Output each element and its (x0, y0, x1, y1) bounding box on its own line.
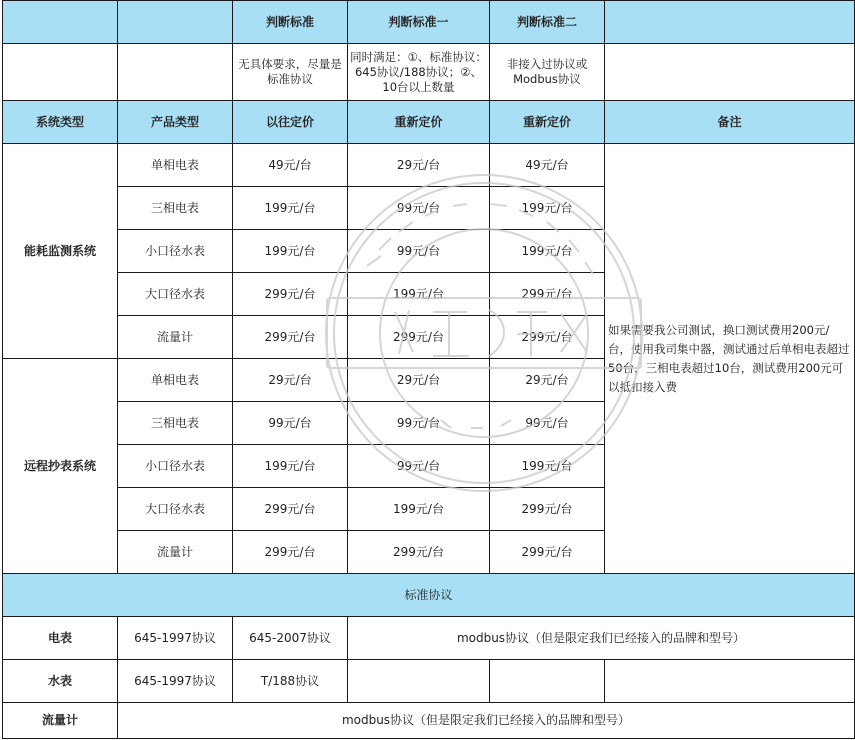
col-product-type: 产品类型 (118, 101, 233, 144)
header-empty-1 (3, 1, 118, 44)
price2-cell: 199元/台 (490, 230, 605, 273)
price1-cell: 299元/台 (348, 316, 490, 359)
col-new-price-1: 重新定价 (348, 101, 490, 144)
criteria-empty-1 (3, 44, 118, 101)
protocol-flow-modbus: modbus协议（但是限定我们已经接入的品牌和型号） (118, 703, 855, 739)
criteria-empty-2 (118, 44, 233, 101)
system-remote-meter-reading: 远程抄表系统 (3, 359, 118, 574)
price2-cell: 199元/台 (490, 445, 605, 488)
protocol-label-flow: 流量计 (3, 703, 118, 739)
price2-cell: 299元/台 (490, 316, 605, 359)
product-cell: 流量计 (118, 531, 233, 574)
product-cell: 小口径水表 (118, 445, 233, 488)
old-price-cell: 299元/台 (233, 273, 348, 316)
product-cell: 大口径水表 (118, 488, 233, 531)
col-remark: 备注 (605, 101, 855, 144)
price2-cell: 299元/台 (490, 531, 605, 574)
protocol-label-water: 水表 (3, 660, 118, 703)
price1-cell: 199元/台 (348, 273, 490, 316)
header-criteria-1: 判断标准一 (348, 1, 490, 44)
product-cell: 三相电表 (118, 187, 233, 230)
header-empty-2 (118, 1, 233, 44)
table-row (3, 144, 855, 187)
criteria-desc-1: 同时满足：①、标准协议：645协议/188协议；②、10台以上数量 (348, 44, 490, 101)
protocol-water-empty-3 (605, 660, 855, 703)
product-cell: 大口径水表 (118, 273, 233, 316)
price1-cell: 99元/台 (348, 230, 490, 273)
header-criteria: 判断标准 (233, 1, 348, 44)
protocol-electric-b: 645-2007协议 (233, 617, 348, 660)
col-new-price-2: 重新定价 (490, 101, 605, 144)
old-price-cell: 299元/台 (233, 488, 348, 531)
price2-cell: 299元/台 (490, 273, 605, 316)
protocol-label-electric: 电表 (3, 617, 118, 660)
old-price-cell: 49元/台 (233, 144, 348, 187)
price1-cell: 99元/台 (348, 402, 490, 445)
price2-cell: 29元/台 (490, 359, 605, 402)
column-header-row (3, 101, 855, 144)
protocol-electric-a: 645-1997协议 (118, 617, 233, 660)
remark-cell: 如果需要我公司测试，换口测试费用200元/台，使用我司集中器，测试通过后单相电表超过50台，三相电表超过10台，测试费用200元可以抵扣接入费 (605, 144, 855, 574)
old-price-cell: 199元/台 (233, 445, 348, 488)
protocol-row-water (3, 660, 855, 703)
header-empty-3 (605, 1, 855, 44)
old-price-cell: 199元/台 (233, 187, 348, 230)
protocol-water-empty-2 (490, 660, 605, 703)
protocol-section-title: 标准协议 (3, 574, 855, 617)
col-old-price: 以往定价 (233, 101, 348, 144)
protocol-row-electric (3, 617, 855, 660)
price1-cell: 99元/台 (348, 445, 490, 488)
system-energy-monitoring: 能耗监测系统 (3, 144, 118, 359)
old-price-cell: 299元/台 (233, 531, 348, 574)
protocol-water-a: 645-1997协议 (118, 660, 233, 703)
product-cell: 单相电表 (118, 144, 233, 187)
header-criteria-2: 判断标准二 (490, 1, 605, 44)
price1-cell: 199元/台 (348, 488, 490, 531)
price2-cell: 199元/台 (490, 187, 605, 230)
product-cell: 小口径水表 (118, 230, 233, 273)
old-price-cell: 29元/台 (233, 359, 348, 402)
old-price-cell: 99元/台 (233, 402, 348, 445)
criteria-empty-3 (605, 44, 855, 101)
protocol-water-empty-1 (348, 660, 490, 703)
header-row-1 (3, 1, 855, 44)
criteria-desc-row (3, 44, 855, 101)
price1-cell: 29元/台 (348, 144, 490, 187)
protocol-electric-modbus: modbus协议（但是限定我们已经接入的品牌和型号） (348, 617, 855, 660)
price1-cell: 99元/台 (348, 187, 490, 230)
product-cell: 单相电表 (118, 359, 233, 402)
old-price-cell: 299元/台 (233, 316, 348, 359)
protocol-section-header (3, 574, 855, 617)
protocol-water-b: T/188协议 (233, 660, 348, 703)
price2-cell: 49元/台 (490, 144, 605, 187)
price1-cell: 29元/台 (348, 359, 490, 402)
product-cell: 三相电表 (118, 402, 233, 445)
old-price-cell: 199元/台 (233, 230, 348, 273)
col-system-type: 系统类型 (3, 101, 118, 144)
product-cell: 流量计 (118, 316, 233, 359)
price2-cell: 299元/台 (490, 488, 605, 531)
criteria-desc-2: 非接入过协议或Modbus协议 (490, 44, 605, 101)
protocol-row-flow (3, 703, 855, 739)
price2-cell: 99元/台 (490, 402, 605, 445)
criteria-desc-general: 无具体要求，尽量是标准协议 (233, 44, 348, 101)
pricing-table (2, 0, 855, 739)
price1-cell: 299元/台 (348, 531, 490, 574)
